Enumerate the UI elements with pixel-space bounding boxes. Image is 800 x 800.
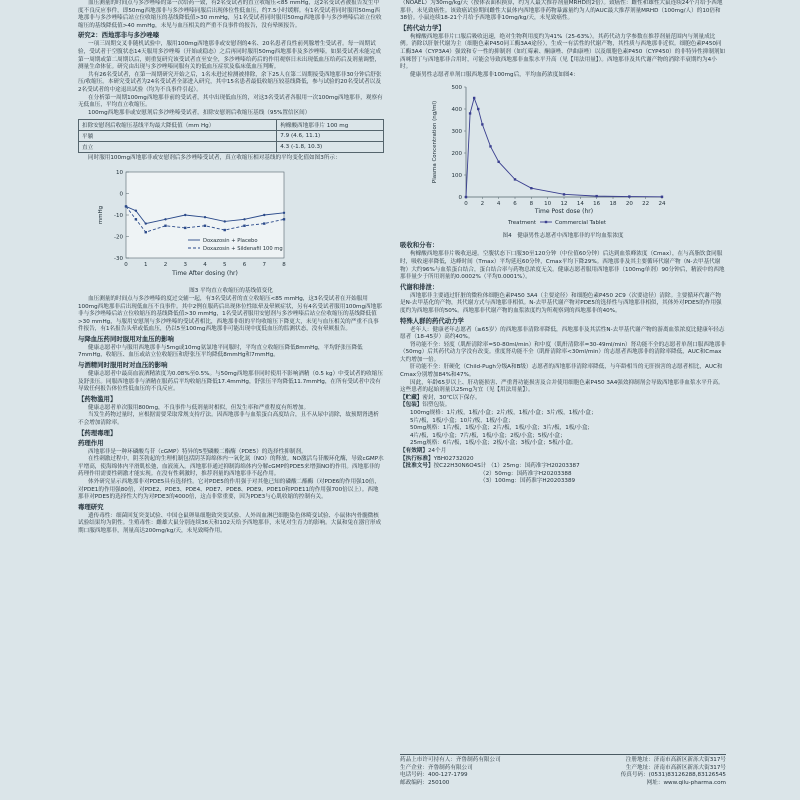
data-point: [628, 196, 630, 198]
x-tick-label: 2: [480, 201, 485, 208]
data-point: [243, 218, 245, 220]
package-item: 100mg规格：1片/板，1板/小盒；2片/板，1板/小盒；3片/板，1板/小盒；: [410, 410, 597, 417]
bp-table-header-2: 枸橼酸西地那非片 100 mg: [277, 120, 384, 131]
data-point: [481, 124, 483, 126]
data-point: [477, 108, 479, 110]
storage-text: 密封，30℃以下保存。: [422, 394, 481, 401]
bp-table-cell: 4.3 (-1.8, 10.3): [277, 142, 384, 153]
figure3-chart: [92, 166, 292, 284]
right-column: [392, 0, 800, 800]
data-point: [263, 222, 265, 224]
absorption-heading: 吸收和分布：: [400, 241, 439, 250]
y-axis-label: Plasma Concentration (ng/ml): [432, 101, 438, 184]
maker-address-label: 生产地址：: [625, 764, 654, 771]
package-item: 25mg规格：6片/板，1板/小盒；2板/小盒；3板/小盒；5板/小盒。: [410, 440, 577, 447]
package-text: 铝塑包装。: [422, 402, 451, 409]
x-tick-label: 7: [262, 261, 266, 268]
x-tick-label: 16: [593, 201, 601, 208]
web-value: www.qilu-pharma.com: [663, 779, 726, 786]
pk-heading: 【药代动力学】: [400, 23, 445, 32]
drug-abuse-paragraph: 健康志愿者单次服用800mg，不良事件与低剂量时相似，但发生率和严重程度有所增加。: [88, 404, 310, 411]
approval-number: （2）50mg：国药准字H20203388: [480, 470, 572, 477]
web-info: [647, 780, 726, 788]
bp-table-cell: 直立: [79, 142, 277, 153]
series-line: [466, 98, 662, 197]
x-tick-label: 18: [609, 201, 617, 208]
validity-heading: 【有效期】: [400, 448, 428, 454]
x-tick-label: 6: [242, 261, 247, 268]
special-populations-heading: 特殊人群的药代动力学: [400, 316, 464, 325]
data-point: [164, 218, 166, 220]
bp-table-header-1: 扣除安慰剂后收缩压基线平均最大降低值（mm Hg）: [79, 120, 277, 131]
standard-text: YBH02732020: [433, 455, 474, 462]
storage-heading: 【贮藏】: [400, 394, 423, 401]
data-point: [283, 212, 285, 214]
alcohol-heading: 与酒精同时服用时对血压的影响: [78, 361, 168, 370]
data-point: [184, 214, 186, 216]
approval-number: （3）100mg：国药准字H20203389: [480, 478, 576, 485]
y-tick-label: 10: [116, 169, 123, 176]
x-tick-label: 22: [642, 201, 650, 208]
amlodipine-paragraph: 健康志愿者中与服用西地那非与5mg或10mg氨氯地平同服时，平均直立收缩压降低8mmHg，平均舒张压降低7mmHg，收缩压、血压或站立位收缩压和舒张压平均降低8mmHg和7mmHg。: [78, 344, 363, 359]
legend-marker: [545, 221, 547, 223]
elderly-paragraph: 老年人：健康老年志愿者（≥65岁）的西地那非清除率降低，西地那非及其活性N-去甲基代谢产物的游离血浆浓度比健康年轻志愿者（18-45岁）高约40%。: [400, 326, 725, 341]
figure4-caption: 图4 健康男性志愿者中西地那非的平均血浆浓度: [502, 233, 624, 240]
figure3-svg: [92, 166, 292, 284]
x-tick-label: 1: [144, 261, 148, 268]
legend-label: Doxazosin + Sildenafil 100 mg: [203, 245, 283, 252]
toxicology-heading: 毒理研究: [78, 502, 104, 511]
data-point: [514, 179, 516, 181]
data-point: [145, 231, 147, 233]
data-point: [497, 161, 499, 163]
overdose-paragraph: 当发生药物过量时，应根据需要采取常规支持疗法。因西地那非与血浆蛋白高度结合，且不从尿中清除，故预期肾透析不会增加清除率。: [78, 412, 379, 427]
x-tick-label: 4: [496, 201, 501, 208]
mah-name: 齐鲁制药有限公司: [455, 757, 501, 763]
after-fig3-paragraph: 血压测量的时间点与多沙唑嗪的度过交辅一起，有3名受试者的直立收缩压<85 mmHg，这3名受试者在开始服用100mg西地那非后出现低血压不良事件。其中2例在服药后出现体位性眩晕及晕厥症状，另有4名受试者服用100mg西地那非与多沙唑嗪后站立位收缩压的基线降低值>30 mmHg，1名受试者服用安慰剂与多沙唑嗪后站立位收缩压的基线降低值>30 mmHg，与服用安慰剂与多沙唑嗪的受试者相比，西地那非组的平均收缩压下降更大，未见与血压相关的严重不良事件报告，有1名报告头晕或低血压，仍以5至100mg西地那非可能出现中度低血压的监测状态，没有晕厥报告。: [78, 295, 382, 333]
mah-address-label: 注册地址：: [625, 757, 654, 763]
x-tick-label: 12: [560, 201, 568, 208]
y-tick-label: 200: [451, 151, 462, 158]
y-tick-label: 400: [451, 107, 462, 114]
x-tick-label: 20: [625, 201, 633, 208]
data-point: [465, 196, 467, 198]
y-tick-label: 100: [451, 173, 462, 180]
legend-label: Commercial Tablet: [555, 220, 607, 227]
x-tick-label: 14: [576, 201, 584, 208]
study2-paragraph-2: 共有26名受试者，在第一周期研究开始之后，1名未进过检测被排除，余下25人在第二周期接受西地那非30分钟后舒张压/收缩压。本研究受试者为24名受试者全部进入研究，其中15名患者最低收缩压较基线降低，参与试验的20名受试者以及2名受试者的中途退出试验（均为不良事件引起）。: [78, 71, 382, 93]
y-axis-label: mmHg: [98, 205, 104, 225]
data-point: [530, 187, 532, 189]
approval-formula: 按C22H30N6O4S计: [433, 463, 487, 470]
pharmacology-paragraph-2: 在性刺激过程中，阴茎勃起的生理机制包括阴茎海绵体内一氧化氮（NO）的释放。NO激活鸟苷酸环化酶，导致cGMP水平增高，使海绵体内平滑肌松弛，血液流入。西地那非通过抑制海绵体内分解cGMP的PDE5来增强NO的作用。西地那非的药理作用需要性刺激才能实现。在没有性刺激时，推荐剂量的西地那非不起作用。: [78, 456, 384, 478]
validity-text: 24个月: [427, 448, 447, 454]
package-heading: 【包装】: [400, 402, 423, 409]
pharmacology-heading: 【药理毒理】: [78, 428, 117, 437]
y-tick-label: -30: [114, 255, 123, 262]
phone-value: 400-127-1799: [427, 772, 468, 779]
renal-paragraph: 肾功能不全：轻度（肌酐清除率=50-80ml/min）和中度（肌酐清除率=30-49ml/min）肾功能不全的志愿者单剂口服西地那非（50mg）后其药代动力学没有改变。重度肾功能不全（肌酐清除率<30ml/min）的志愿者西地那非的清除率降低，AUC和Cmax大约增加一倍。: [400, 341, 726, 363]
carcinogenicity-paragraph: （NOAEL）为30mg/kg/天（按体表面积换算，约为人最大推荐剂量MRHD的2倍）。致癌性：雌性和雄性大鼠连续24个月给予西地那非，未见致癌性。该致癌试验期间雌性大鼠体内西地那非药物暴露量约为人的AUC最大推荐剂量MRHD（100mg/人）的10倍和38倍。小鼠连续18-21个月给予西地那非10mg/kg/天，未见致癌性。: [400, 0, 723, 22]
x-axis-label: Time Post dose (hr): [534, 208, 594, 216]
legend-title: Treatment: [508, 220, 536, 227]
web-label: 网址：: [646, 779, 664, 786]
pk-paragraph: 枸橼酸西地那非片口服后吸收迅速，绝对生物利用度约为41%（25-63%）。其药代动力学参数在推荐剂量范围内与剂量成比例。消除以肝脏代谢为主（细胞色素P450同工酶3A4途径），生成一有活性的代谢产物，其性质与西地那非近似。细胞色素P450同工酶3A4（CYP3A4）强效和专一性的抑制剂（如红霉素、酮康唑、伊曲康唑）以及细胞色素P450（CYP450）的非特异性抑制剂如西咪替丁与西地那非合用时，可能会导致西地那非血浆水平升高（见【用法用量】）。西地那非及其代谢产物的消除半衰期约为4小时。: [400, 33, 726, 71]
mah-address-value: 济南市高新区新泺大街317号: [653, 757, 726, 763]
table1-note: 同时服用100mg西地那非或安慰剂后多沙唑嗪受试者，真立收缩压相对基线的平均变化值如图3所示：: [88, 155, 341, 162]
data-point: [489, 146, 491, 148]
x-tick-label: 5: [223, 261, 227, 268]
package-line: [400, 402, 726, 410]
pharmacology-subheading: 药理作用: [78, 438, 104, 447]
data-point: [184, 227, 186, 229]
conclusion-paragraph: 因此，年龄65岁以上、肝功能损害、严重肾功能损害及合并使用细胞色素P450 3A4强效抑制剂会导致西地那非血浆水平升高。这些患者的起始剂量以25mg为宜（见【用法用量】）。: [400, 379, 724, 394]
mah-address: [626, 757, 726, 765]
x-tick-label: 0: [124, 261, 128, 268]
standard-heading: 【执行标准】: [400, 455, 434, 462]
data-point: [135, 218, 137, 220]
data-point: [469, 113, 471, 115]
fax-value: (0531)83126288,83126545: [648, 772, 726, 779]
x-tick-label: 24: [658, 201, 666, 208]
mah-info: [400, 757, 501, 765]
approval-number: （1）25mg：国药准字H20203387: [488, 463, 580, 470]
mah-row: [400, 757, 726, 765]
mah-label: 药品上市许可持有人：: [400, 757, 456, 763]
study2-paragraph: 一项三周期交叉非随机试验中，服用100mg西地那非或安慰剂的4名、20名患者良性前列腺增生受试者。每一周期试验，受试者于空腹状态14天服用多沙唑嗪（开始或稳态）之后再同时服用50mg西地那非及多沙唑嗪。如果受试者未能完成第一周期或第二周期以后，则重复研究该受试者直至安全，多沙唑嗪给药后的作用观察日未出现低血压给药后及剂量调整，测量生命体征。研究由出现与多沙唑嗪同服有关的低血压症状及临床低血压判断。: [78, 41, 381, 71]
data-point: [224, 220, 226, 222]
phone-label: 电话号码：: [400, 772, 428, 779]
package-item: 4片/板，1板/小盒；7片/板，1板/小盒；2板/小盒；5板/小盒；: [410, 432, 566, 439]
validity-line: [400, 448, 726, 456]
legend-label: Doxazosin + Placebo: [203, 237, 258, 244]
figure4-svg: [422, 81, 672, 229]
data-point: [563, 194, 565, 196]
data-point: [145, 222, 147, 224]
data-point: [243, 224, 245, 226]
x-tick-label: 8: [529, 201, 534, 208]
pharmacology-paragraph-1: 西地那非是一种环磷酸鸟苷（cGMP）特异的5型磷酸二酯酶（PDE5）的选择性抑制剂。: [88, 448, 307, 455]
data-point: [473, 97, 475, 99]
bp-table-cell: 平躺: [79, 131, 277, 142]
x-tick-label: 0: [464, 201, 468, 208]
data-point: [164, 224, 166, 226]
package-item: 5片/板，1板/小盒；10片/板，1板/小盒；: [410, 417, 514, 424]
maker-name: 齐鲁制药有限公司: [427, 764, 473, 771]
metabolism-heading: 代谢和排泄：: [400, 282, 439, 291]
phone-row: [400, 772, 726, 780]
manufacturer-block: [400, 757, 726, 787]
maker-address-value: 济南市高新区新泺大街317号: [653, 764, 726, 771]
left-column: [0, 0, 392, 800]
hepatic-paragraph: 肝功能不全：肝硬化（Child-Pugh分级A和B级）志愿者的西地那非清除率降低，与年龄相当的无肝损害的志愿者相比，AUC和Cmax分别增加84%和47%。: [400, 364, 723, 379]
y-tick-label: 0: [458, 195, 462, 202]
x-tick-label: 10: [544, 201, 552, 208]
study2-heading: 研究2：西地那非与多沙唑嗪: [78, 31, 160, 40]
pk-figure-intro: 健康男性志愿者单剂口服西地那非100mg后，平均血药浓度如图4：: [410, 71, 579, 78]
data-point: [595, 195, 597, 197]
zip-info: [400, 780, 449, 788]
y-tick-label: 300: [451, 129, 462, 136]
intro-paragraph: 血压测量的时间点与多沙唑嗪的第一次给药一致，有2名受试者的直立收缩压<85 mmHg，这2名受试者被报告发生中度不良反应事件，即50mg西地那非与多沙唑嗪同服后出现体位性低血压，约7.5小时缓解。有1名受试者同时服用50mg西地那非与多沙唑嗪后站立位收缩压的基线降低值>30 mmHg，另1名受试者同时服用50mg西地那非与多沙唑嗪后站立位收缩压的基线降低值>40 mmHg，未见与血压相关的严重不良事件的报告，没有晕厥报告。: [78, 0, 382, 29]
zip-row: [400, 780, 726, 788]
y-tick-label: 500: [451, 85, 462, 92]
figure3-caption: 图3 平均直立收缩压的基线值变化: [189, 287, 273, 294]
data-point: [661, 196, 663, 198]
x-tick-label: 2: [163, 261, 168, 268]
data-point: [283, 218, 285, 220]
approval-line: [400, 463, 726, 471]
data-point: [263, 214, 265, 216]
y-tick-label: 0: [119, 191, 123, 198]
bp-table-cell: 7.9 (4.6, 11.1): [277, 131, 384, 142]
toxicology-paragraph: 遗传毒性：细菌回复突变试验、中国仓鼠卵巢细胞致突变试验、人外周血淋巴细胞染色体畸变试验、小鼠体内骨髓微核试验结果均为阴性。生殖毒性：雌雄大鼠分别连续36天和102天给予西地那非，未见对生育力的影响。大鼠和兔在器官形成期口服西地那非，剂量高达200mg/kg/天，未见致畸作用。: [78, 512, 382, 534]
absorption-paragraph: 枸橼酸西地那非片吸收迅速。空腹状态下口服30至120分钟（中位值60分钟）后达到血浆峰浓度（Cmax），在与高脂饮食同服时，吸收速率降低，达峰时间（Tmax）平均延迟60分钟，Cmax平均下降29%。西地那非及其主要循环代谢产物（N-去甲基代谢物）大约96%与血浆蛋白结合，蛋白结合率与药物总浓度无关。健康志愿者服用西地那非（100mg单剂）90分钟后，精液中的西地那非量少于所用剂量的0.0002%（平均0.0001%）。: [400, 251, 725, 281]
data-point: [135, 209, 137, 211]
data-point: [125, 205, 127, 207]
y-tick-label: -10: [114, 212, 123, 219]
fax-info: [621, 772, 726, 780]
zip-label: 邮政编码：: [400, 779, 428, 786]
data-point: [224, 229, 226, 231]
y-tick-label: -20: [114, 234, 123, 241]
maker-label: 生产企业：: [400, 764, 428, 771]
x-tick-label: 4: [203, 261, 207, 268]
package-item: 50mg规格：1片/板，1板/小盒；2片/板，1板/小盒；3片/板，1板/小盒；: [410, 425, 594, 432]
study2-paragraph-3: 在分析第一周期100mg西地那非前的受试者，其中出现低血压的，对这3名受试者各服用一次100mg西地那非，观察有无低血压，平均直立收缩压。: [78, 94, 383, 109]
phone-info: [400, 772, 468, 780]
alcohol-paragraph: 健康志愿者中最高血液酒精浓度为0.08%至0.5%。与50mg西地那非同时使用不影响酒精（0.5 kg）中受试者的收缩压及舒张压。同服西地那非与酒精在服药后平均收缩压降低17.4mmHg，舒张压平均降低11.7mmHg，在所有受试者中没有导致任何报告体位性低血压的不良反应。: [78, 371, 383, 393]
amlodipine-heading: 与降血压药同时服用对血压的影响: [78, 334, 174, 343]
table1-caption: 100mg西地那非或安慰剂后多沙唑嗪受试者，扣除安慰剂后收缩压基线（95%置信区间）: [88, 109, 311, 116]
data-point: [204, 216, 206, 218]
bp-table: [78, 119, 384, 153]
x-axis-label: Time After dosing (hr): [172, 269, 238, 277]
approval-heading: 【批准文号】: [400, 463, 434, 470]
pharmacology-paragraph-3: 体外研究显示西地那非对PDE5具有选择性。它对PDE5的作用强于对其他已知的磷酸二酯酶（对PDE6的作用强10倍，对PDE1的作用强80倍，对PDE2、PDE3、PDE4、PDE7、PDE8、PDE9、PDE10和PDE11的作用强700倍以上）。西地那非对PDE5的选择性大约为对PDE3的4000倍，这点非常重要，因为PDE3与心肌收缩的控制有关。: [78, 479, 380, 501]
figure4-chart: [422, 81, 672, 229]
drug-abuse-heading: 【药物滥用】: [78, 394, 117, 403]
data-point: [204, 224, 206, 226]
footer-divider: [400, 754, 726, 755]
metabolism-paragraph: 西地那非主要通过肝脏的微粒体细胞色素P450 3A4（主要途径）和细胞色素P450 2C9（次要途径）清除。主要循环代谢产物是N-去甲基化的产物，其代谢方式与西地那非相似。N-去甲基代谢产物对PDE5的选择性与西地那非相似，其体外对PDE5的作用强度约为西地那非的50%。西地那非代谢产物的血浆浓度约为所观察到的西地那非的40%。: [400, 292, 722, 314]
x-tick-label: 8: [282, 261, 286, 268]
fax-label: 传真号码：: [620, 772, 649, 779]
x-tick-label: 3: [183, 261, 187, 268]
zip-value: 250100: [427, 779, 450, 786]
x-tick-label: 6: [513, 201, 517, 208]
